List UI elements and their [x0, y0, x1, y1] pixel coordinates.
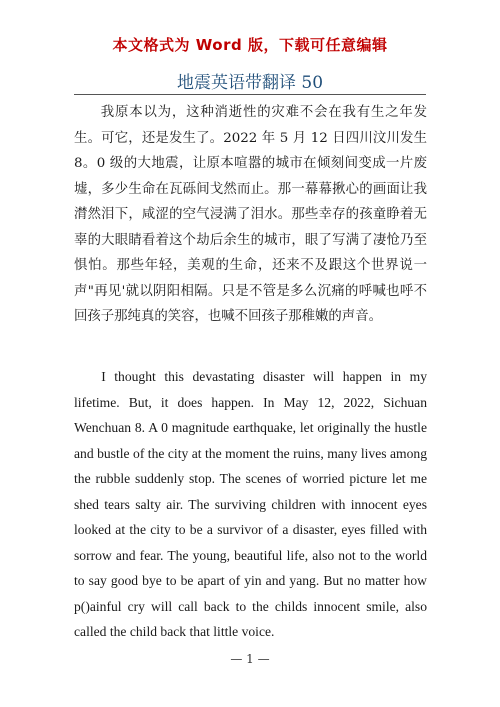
format-banner: 本文格式为 Word 版，下载可任意编辑	[112, 36, 388, 54]
english-paragraph: I thought this devastating disaster will happen in my lifetime. But, it does happen. In May 12, 2022, Sichuan Wenchuan 8. A 0 magnitude earthquake, let originally the hustle and bustle of the city at the moment the ruins, many lives among the rubble suddenly stop. The scenes of worried picture let me shed tears salty air. The surviving children with innocent eyes looked at the city to be a survivor of a disaster, eyes filled with sorrow and fear. The young, beautiful life, also not to the world to say good bye to be apart of yin and yang. But no matter how p()ainful cry will call back to the childs innocent smile, also called the child back that little voice.	[74, 369, 427, 639]
chinese-paragraph: 我原本以为，这种消逝性的灾难不会在我有生之年发生。可它，还是发生了。2022 年 5 月 12 日四川汶川发生 8。0 级的大地震，让原本喧嚣的城市在倾刻间变成一片废墟，多少生命在瓦砾间戈然而止。那一幕幕揪心的画面让我潸然泪下，咸涩的空气浸满了泪水。那些幸存的孩童睁着无辜的大眼睛看着这个劫后余生的城市，眼了写满了凄怆乃至惧怕。那些年轻，美观的生命，还来不及跟这个世界说一声"再见'就以阴阳相隔。只是不管是多么沉痛的呼喊也呼不回孩子那纯真的笑容，也喊不回孩子那稚嫩的声音。	[74, 105, 427, 324]
document-title: 地震英语带翻译 50	[176, 73, 324, 93]
page-number: — 1 —	[230, 652, 270, 666]
title-divider	[74, 94, 426, 95]
